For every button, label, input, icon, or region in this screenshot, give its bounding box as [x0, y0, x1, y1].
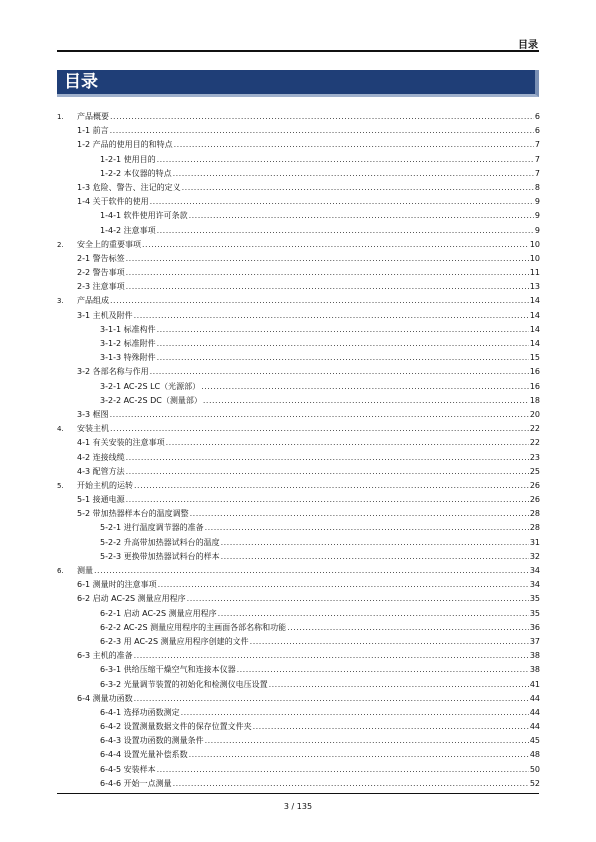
toc-chapter-number: 4. [57, 425, 64, 434]
toc-entry-label: 5-2-3 更换带加热器试料台的样本 [100, 551, 220, 561]
toc-entry-label: 1-4-2 注意事项 [100, 225, 156, 235]
toc-dot-leader [110, 408, 529, 422]
toc-entry-label: 1-2-1 使用目的 [100, 154, 156, 164]
toc-entry-label: 安全上的重要事项 [77, 239, 141, 249]
toc-entry[interactable] [57, 578, 540, 592]
toc-page-number: 22 [529, 424, 540, 434]
footer-rule [57, 793, 539, 794]
toc-dot-leader [126, 493, 529, 507]
toc-dot-leader [187, 592, 529, 606]
toc-dot-leader [157, 351, 529, 365]
toc-dot-leader [134, 309, 529, 323]
toc-entry[interactable] [57, 706, 540, 720]
toc-entry[interactable] [57, 252, 540, 266]
toc-entry-label: 1-4-1 软件使用许可条款 [100, 211, 188, 221]
toc-entry-label: 6-1 测量时的注意事项 [77, 580, 157, 590]
toc-dot-leader [157, 763, 529, 777]
toc-page-number: 32 [529, 551, 540, 561]
toc-entry[interactable] [57, 678, 540, 692]
toc-dot-leader [237, 663, 529, 677]
toc-dot-leader [181, 706, 529, 720]
toc-entry[interactable] [57, 195, 540, 209]
toc-entry-label: 1-2 产品的使用目的和特点 [77, 140, 173, 150]
toc-page-number: 7 [534, 154, 540, 164]
toc-dot-leader [157, 337, 529, 351]
toc-entry-label: 3-2-2 AC-2S DC（测量部） [100, 395, 202, 405]
toc-page-number: 8 [534, 182, 540, 192]
toc-page-number: 6 [534, 126, 540, 136]
toc-page-number: 35 [529, 594, 540, 604]
toc-page-number: 9 [534, 225, 540, 235]
toc-page-number: 35 [529, 608, 540, 618]
toc-dot-leader [218, 607, 529, 621]
toc-dot-leader [126, 266, 529, 280]
toc-page-number: 28 [529, 523, 540, 533]
toc-entry[interactable] [57, 649, 540, 663]
toc-entry-label: 3-1-3 特殊附件 [100, 353, 156, 363]
toc-chapter-number: 1. [57, 113, 64, 121]
toc-dot-leader [189, 748, 529, 762]
toc-dot-leader [158, 578, 529, 592]
toc-entry-label: 2-1 警告标签 [77, 253, 125, 263]
toc-dot-leader [201, 380, 529, 394]
toc-entry[interactable] [57, 422, 540, 436]
toc-page-number: 23 [529, 452, 540, 462]
toc-dot-leader [205, 521, 529, 535]
toc-entry[interactable] [57, 323, 540, 337]
toc-dot-leader [205, 734, 529, 748]
toc-entry-label: 1-1 前言 [77, 126, 109, 136]
toc-entry-label: 3-2 各部名称与作用 [77, 367, 149, 377]
toc-dot-leader [94, 564, 529, 578]
toc-entry[interactable] [57, 266, 540, 280]
toc-dot-leader [134, 649, 529, 663]
toc-dot-leader [134, 479, 529, 493]
toc-entry-label: 6-4-5 安装样本 [100, 764, 156, 774]
toc-entry[interactable] [57, 337, 540, 351]
toc-entry-label: 6-4 测量功函数 [77, 693, 133, 703]
toc-dot-leader [203, 394, 529, 408]
toc-entry[interactable] [57, 394, 540, 408]
toc-page-number: 37 [529, 636, 540, 646]
toc-entry-label: 1-2-2 本仪器的特点 [100, 168, 172, 178]
toc-entry[interactable] [57, 692, 540, 706]
toc-page-number: 52 [529, 778, 540, 788]
toc-chapter-number: 6. [57, 567, 64, 575]
toc-dot-leader [150, 365, 529, 379]
toc-page-number: 16 [529, 367, 540, 377]
toc-entry[interactable] [57, 181, 540, 195]
toc-page-number: 25 [529, 466, 540, 476]
toc-dot-leader [173, 777, 529, 791]
toc-entry-label: 6-4-6 开始一点测量 [100, 778, 172, 788]
toc-dot-leader [174, 138, 534, 152]
toc-entry-label: 6-4-1 选择功函数测定 [100, 707, 180, 717]
toc-entry-label: 3-3 框图 [77, 409, 109, 419]
toc-page-number: 44 [529, 707, 540, 717]
toc-entry[interactable] [57, 564, 540, 578]
toc-page-number: 14 [529, 324, 540, 334]
toc-entry[interactable] [57, 224, 540, 238]
toc-entry[interactable] [57, 280, 540, 294]
toc-chapter-number: 2. [57, 240, 64, 249]
toc-dot-leader [173, 167, 534, 181]
toc-dot-leader [157, 153, 534, 167]
toc-entry[interactable] [57, 621, 540, 635]
toc-page-number: 14 [529, 296, 540, 306]
toc-page-number: 16 [529, 381, 540, 391]
toc-page-number: 7 [534, 168, 540, 178]
toc-entry-label: 产品概要 [77, 112, 109, 121]
toc-page-number: 26 [529, 495, 540, 505]
toc-dot-leader [134, 692, 529, 706]
toc-page-number: 38 [529, 665, 540, 675]
toc-entry[interactable] [57, 451, 540, 465]
toc-entry[interactable] [57, 110, 540, 124]
toc-dot-leader [189, 209, 534, 223]
toc-entry[interactable] [57, 153, 540, 167]
toc-page-number: 34 [529, 566, 540, 575]
toc-dot-leader [250, 635, 529, 649]
toc-entry[interactable] [57, 209, 540, 223]
toc-entry-label: 1-4 关于软件的使用 [77, 197, 149, 207]
toc-entry[interactable] [57, 365, 540, 379]
toc-page-number: 34 [529, 580, 540, 590]
toc-entry-label: 5-2-1 进行温度调节器的准备 [100, 523, 204, 533]
toc-entry-label: 6-2-2 AC-2S 测量应用程序的主画面各部名称和功能 [100, 622, 287, 632]
toc-entry[interactable] [57, 408, 540, 422]
toc-dot-leader [126, 252, 529, 266]
toc-entry-label: 安装主机 [77, 424, 109, 434]
toc-dot-leader [157, 323, 529, 337]
toc-dot-leader [126, 280, 529, 294]
toc-entry-label: 4-2 连接线缆 [77, 452, 125, 462]
page-title: 目录 [64, 72, 98, 92]
toc-page-number: 11 [529, 268, 540, 278]
title-banner [57, 70, 539, 97]
toc-dot-leader [190, 507, 529, 521]
toc-entry[interactable] [57, 635, 540, 649]
toc-dot-leader [110, 294, 529, 308]
toc-page-number: 9 [534, 197, 540, 207]
toc-page-number: 10 [529, 239, 540, 249]
toc-entry[interactable] [57, 138, 540, 152]
toc-dot-leader [287, 621, 529, 635]
toc-page-number: 41 [529, 679, 540, 689]
toc-entry[interactable] [57, 479, 540, 493]
toc-entry-label: 1-3 危险、警告、注记的定义 [77, 182, 181, 192]
toc-page-number: 13 [529, 282, 540, 292]
toc-page-number: 31 [529, 537, 540, 547]
toc-entry[interactable] [57, 748, 540, 762]
toc-dot-leader [150, 195, 534, 209]
toc-dot-leader [182, 181, 534, 195]
toc-entry[interactable] [57, 294, 540, 308]
toc-entry-label: 2-2 警告事项 [77, 268, 125, 278]
toc-entry-label: 测量 [77, 566, 93, 575]
toc-entry-label: 2-3 注意事项 [77, 282, 125, 292]
toc-entry-label: 3-2-1 AC-2S LC（光源部） [100, 381, 201, 391]
page-number: 3 / 135 [283, 802, 313, 811]
toc-dot-leader [157, 224, 534, 238]
toc-entry[interactable] [57, 550, 540, 564]
toc-page-number: 44 [529, 693, 540, 703]
toc-dot-leader [253, 720, 529, 734]
toc-page-number: 14 [529, 310, 540, 320]
toc-entry-label: 5-1 接通电源 [77, 495, 125, 505]
toc-chapter-number: 5. [57, 481, 64, 490]
toc-entry-label: 开始主机的运转 [77, 480, 133, 490]
toc-entry[interactable] [57, 465, 540, 479]
toc-entry[interactable] [57, 592, 540, 606]
toc-page-number: 6 [534, 112, 540, 121]
toc-page-number: 36 [529, 622, 540, 632]
toc-page-number: 15 [529, 353, 540, 363]
toc-entry-label: 6-3-1 供给压缩干燥空气和连接本仪器 [100, 665, 236, 675]
toc-entry[interactable] [57, 777, 540, 791]
toc-entry[interactable] [57, 607, 540, 621]
toc-dot-leader [166, 436, 529, 450]
toc-dot-leader [110, 110, 534, 124]
toc-page-number: 22 [529, 438, 540, 448]
toc-entry-label: 3-1 主机及附件 [77, 310, 133, 320]
toc-page-number: 18 [529, 395, 540, 405]
toc-entry[interactable] [57, 351, 540, 365]
toc-entry-label: 6-4-2 设置测量数据文件的保存位置文件夹 [100, 722, 252, 732]
toc-entry-label: 6-4-3 设置功函数的测量条件 [100, 736, 204, 746]
toc-entry[interactable] [57, 720, 540, 734]
toc-chapter-number: 3. [57, 297, 64, 306]
toc-entry[interactable] [57, 380, 540, 394]
table-of-contents [57, 110, 540, 791]
toc-entry[interactable] [57, 734, 540, 748]
toc-dot-leader [126, 451, 529, 465]
toc-entry[interactable] [57, 309, 540, 323]
toc-entry[interactable] [57, 507, 540, 521]
toc-entry[interactable] [57, 663, 540, 677]
toc-page-number: 50 [529, 764, 540, 774]
toc-entry-label: 6-3 主机的准备 [77, 651, 133, 661]
toc-entry[interactable] [57, 493, 540, 507]
toc-page-number: 7 [534, 140, 540, 150]
toc-entry-label: 6-3-2 光量调节装置的初始化和检测仪电压设置 [100, 679, 268, 689]
toc-entry-label: 5-2 带加热器样本台的温度调整 [77, 509, 189, 519]
toc-entry-label: 6-2 启动 AC-2S 测量应用程序 [77, 594, 186, 604]
toc-entry-label: 4-3 配管方法 [77, 466, 125, 476]
toc-page-number: 28 [529, 509, 540, 519]
toc-entry-label: 产品组成 [77, 296, 109, 306]
toc-entry-label: 6-2-3 用 AC-2S 测量应用程序创建的文件 [100, 636, 249, 646]
toc-page-number: 10 [529, 253, 540, 263]
toc-page-number: 20 [529, 409, 540, 419]
toc-entry-label: 5-2-2 升高带加热器试料台的温度 [100, 537, 220, 547]
toc-entry-label: 3-1-2 标准附件 [100, 339, 156, 348]
toc-page-number: 26 [529, 480, 540, 490]
toc-entry-label: 3-1-1 标准构件 [100, 324, 156, 334]
toc-page-number: 9 [534, 211, 540, 221]
running-header-title: 目录 [518, 40, 538, 51]
toc-dot-leader [110, 422, 529, 436]
toc-page-number: 38 [529, 651, 540, 661]
toc-dot-leader [269, 678, 529, 692]
toc-dot-leader [110, 124, 534, 138]
toc-entry-label: 6-4-4 设置光量补偿系数 [100, 750, 188, 760]
toc-dot-leader [126, 465, 529, 479]
toc-entry[interactable] [57, 238, 540, 252]
toc-page-number: 14 [529, 339, 540, 348]
toc-page-number: 44 [529, 722, 540, 732]
toc-dot-leader [221, 550, 529, 564]
header-rule [57, 50, 539, 52]
toc-dot-leader [221, 536, 529, 550]
toc-page-number: 48 [529, 750, 540, 760]
toc-entry-label: 4-1 有关安装的注意事项 [77, 438, 165, 448]
toc-dot-leader [142, 238, 529, 252]
toc-entry[interactable] [57, 763, 540, 777]
toc-entry[interactable] [57, 124, 540, 138]
toc-entry-label: 6-2-1 启动 AC-2S 测量应用程序 [100, 608, 217, 618]
toc-entry[interactable] [57, 536, 540, 550]
toc-entry[interactable] [57, 521, 540, 535]
toc-entry[interactable] [57, 436, 540, 450]
toc-entry[interactable] [57, 167, 540, 181]
toc-page-number: 45 [529, 736, 540, 746]
